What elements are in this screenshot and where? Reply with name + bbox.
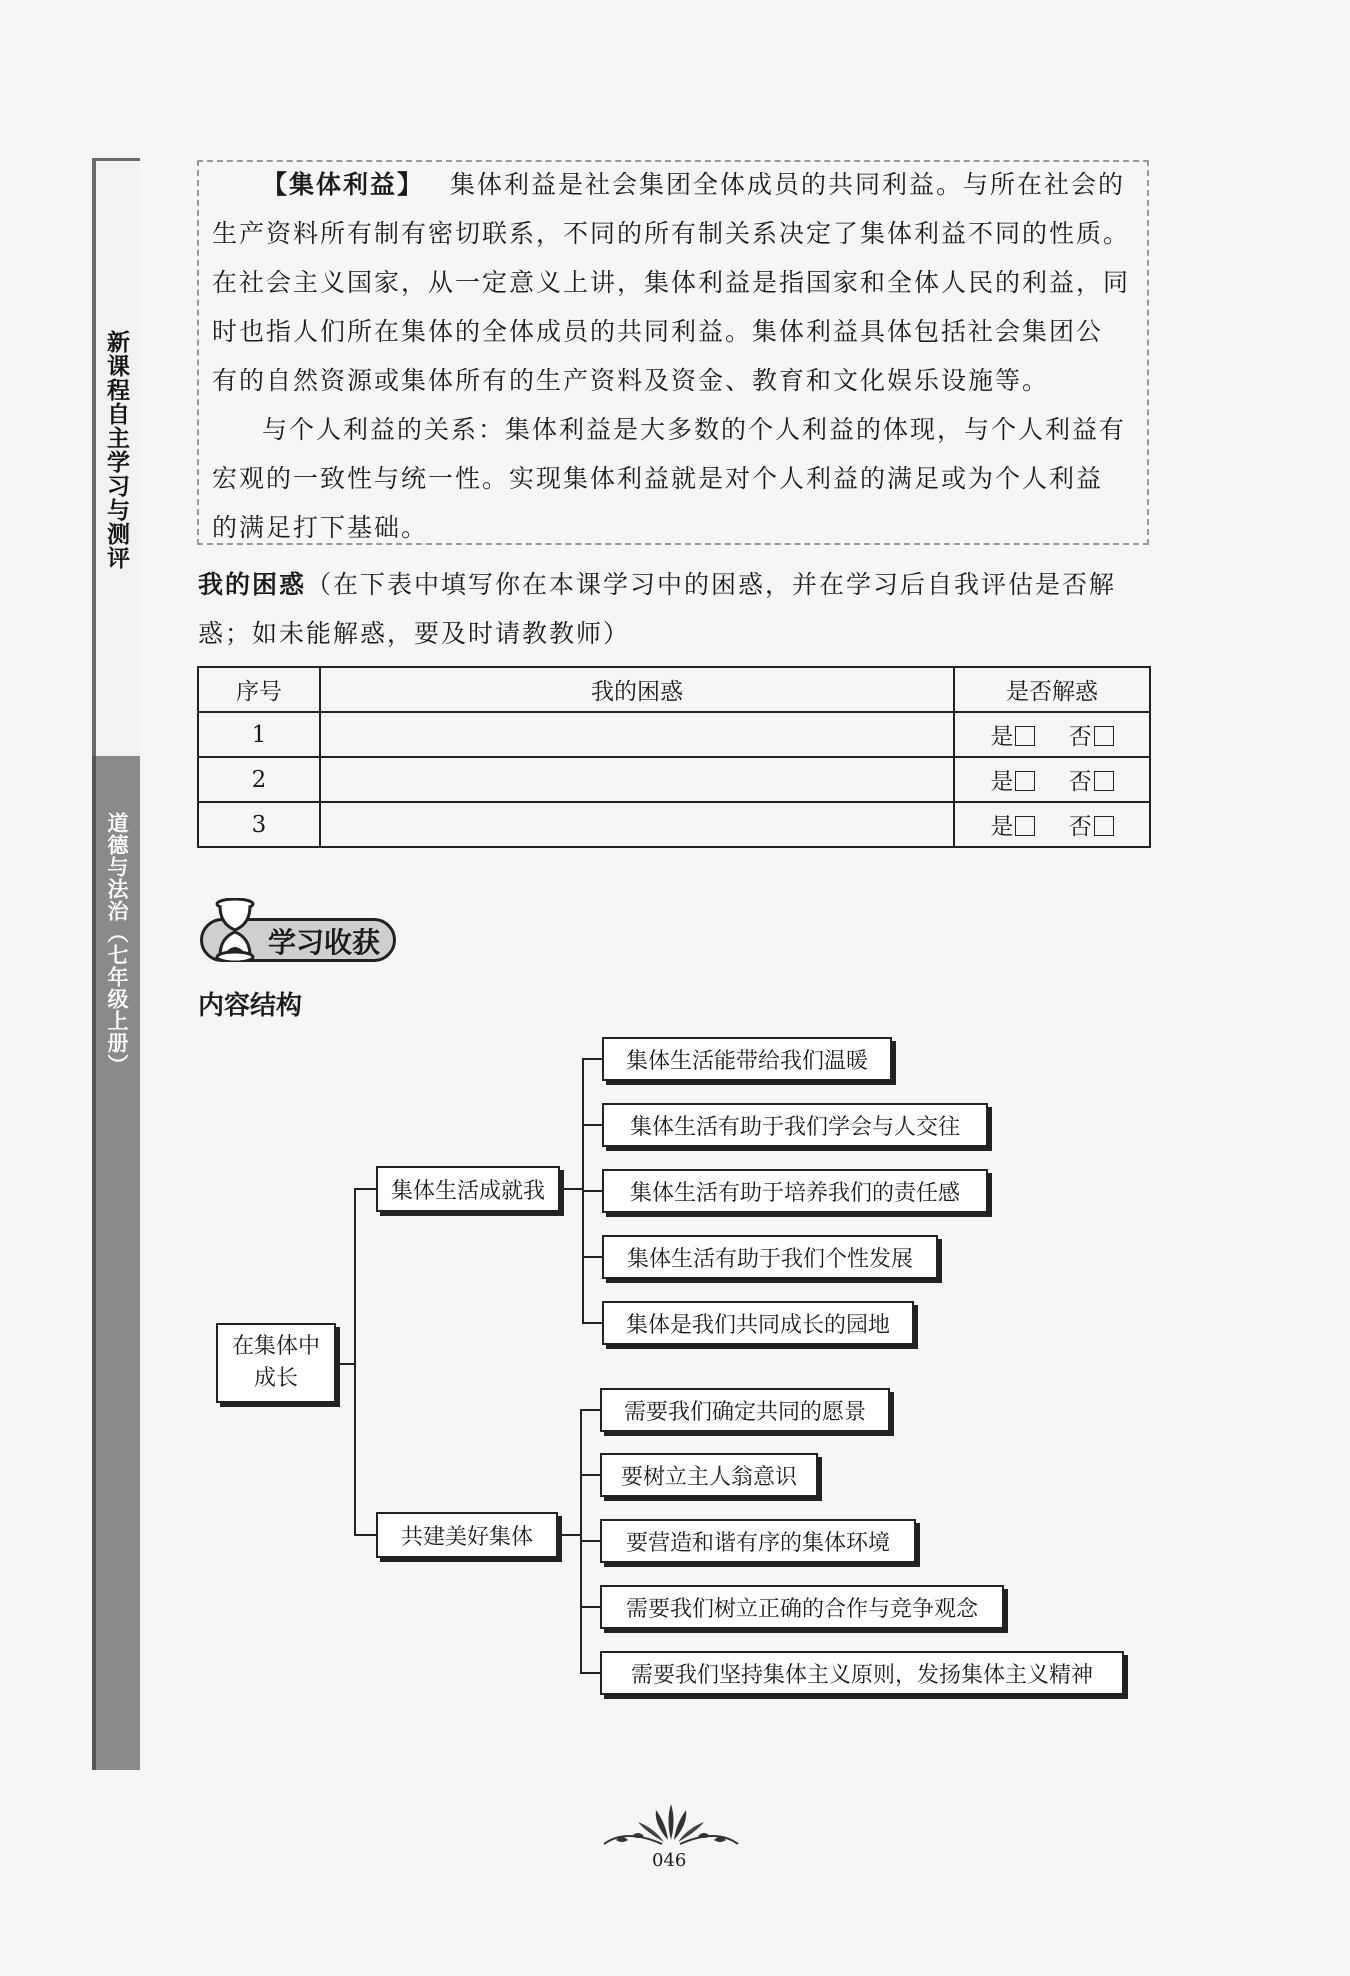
definition-term: 【集体利益】 <box>262 170 425 199</box>
table-row <box>198 712 1150 757</box>
definition-line-4: 时也指人们所在集体的全体成员的共同利益。集体利益具体包括社会集团公 <box>212 317 1104 346</box>
leaf-node: 需要我们树立正确的合作与竞争观念 <box>600 1585 1004 1629</box>
no-checkbox[interactable] <box>1094 771 1114 791</box>
leaf-node: 要树立主人翁意识 <box>600 1453 818 1497</box>
leaf-node: 集体生活有助于培养我们的责任感 <box>602 1169 988 1213</box>
connector <box>580 1606 600 1608</box>
table-header-row <box>198 667 1150 712</box>
definition-line-2: 生产资料所有制有密切联系，不同的所有制关系决定了集体利益不同的性质。 <box>212 219 1131 248</box>
connector <box>580 1672 600 1674</box>
definition-line-8: 的满足打下基础。 <box>212 513 429 542</box>
confusion-intro-line-2: 惑；如未能解惑，要及时请教教师） <box>198 619 631 648</box>
connector <box>580 1409 600 1411</box>
connector <box>582 1322 602 1324</box>
page-number: 046 <box>652 1850 687 1871</box>
yes-checkbox[interactable] <box>1015 726 1035 746</box>
connector <box>354 1188 356 1535</box>
yes-checkbox[interactable] <box>1015 816 1035 836</box>
header-confusion: 我的困惑 <box>320 667 954 712</box>
definition-line-1: 【集体利益】 集体利益是社会集团全体成员的共同利益。与所在社会的 <box>262 170 1125 199</box>
leaf-node: 要营造和谐有序的集体环境 <box>600 1519 916 1563</box>
resolved-cell <box>954 712 1150 757</box>
confusion-input-cell[interactable] <box>320 712 954 757</box>
no-checkbox[interactable] <box>1094 816 1114 836</box>
confusion-input-cell[interactable] <box>320 802 954 847</box>
resolved-cell <box>954 802 1150 847</box>
no-label: 否 <box>1068 724 1092 750</box>
connector <box>582 1124 602 1126</box>
confusion-table <box>197 666 1151 848</box>
yes-label: 是 <box>990 769 1014 795</box>
no-label: 否 <box>1068 814 1092 840</box>
definition-line-6: 与个人利益的关系：集体利益是大多数的个人利益的体现，与个人利益有 <box>262 415 1127 444</box>
connector <box>582 1256 602 1258</box>
yes-label: 是 <box>990 814 1014 840</box>
row-index: 2 <box>198 757 320 802</box>
row-index: 1 <box>198 712 320 757</box>
connector <box>580 1540 600 1542</box>
table-row <box>198 757 1150 802</box>
definition-line-5: 有的自然资源或集体所有的生产资料及资金、教育和文化娱乐设施等。 <box>212 366 1050 395</box>
hourglass-icon <box>214 898 256 962</box>
section-subtitle: 内容结构 <box>198 991 303 1021</box>
subject-label: 道德与法治（七年级上册） <box>105 812 129 1076</box>
connector <box>582 1058 602 1060</box>
book-title: 新课程自主学习与测评 <box>103 330 129 570</box>
connector <box>580 1474 600 1476</box>
leaf-node: 集体生活有助于我们学会与人交往 <box>602 1103 988 1147</box>
leaf-node: 集体生活能带给我们温暖 <box>602 1037 892 1081</box>
leaf-node: 集体生活有助于我们个性发展 <box>602 1235 938 1279</box>
branch-node: 集体生活成就我 <box>376 1166 560 1212</box>
confusion-heading: 我的困惑 <box>198 570 307 599</box>
connector <box>582 1190 602 1192</box>
confusion-input-cell[interactable] <box>320 757 954 802</box>
leaf-node: 需要我们确定共同的愿景 <box>600 1388 890 1432</box>
no-checkbox[interactable] <box>1094 726 1114 746</box>
header-resolved: 是否解惑 <box>954 667 1150 712</box>
header-index: 序号 <box>198 667 320 712</box>
yes-label: 是 <box>990 724 1014 750</box>
connector <box>338 1363 355 1365</box>
connector <box>560 1188 582 1190</box>
definition-line-7: 宏观的一致性与统一性。实现集体利益就是对个人利益的满足或为个人利益 <box>212 464 1104 493</box>
resolved-cell <box>954 757 1150 802</box>
connector <box>354 1534 376 1536</box>
row-index: 3 <box>198 802 320 847</box>
leaf-node: 集体是我们共同成长的园地 <box>602 1301 914 1345</box>
branch-node: 共建美好集体 <box>376 1512 558 1558</box>
connector <box>354 1188 376 1190</box>
root-node: 在集体中成长 <box>216 1323 336 1403</box>
no-label: 否 <box>1068 769 1092 795</box>
table-row <box>198 802 1150 847</box>
section-title: 学习收获 <box>268 926 381 959</box>
yes-checkbox[interactable] <box>1015 771 1035 791</box>
definition-line-3: 在社会主义国家，从一定意义上讲，集体利益是指国家和全体人民的利益，同 <box>212 268 1131 297</box>
confusion-intro: 我的困惑（在下表中填写你在本课学习中的困惑，并在学习后自我评估是否解 <box>198 570 1117 599</box>
connector <box>558 1534 582 1536</box>
leaf-node: 需要我们坚持集体主义原则，发扬集体主义精神 <box>600 1651 1124 1695</box>
leaf-ornament-icon <box>596 1800 746 1850</box>
